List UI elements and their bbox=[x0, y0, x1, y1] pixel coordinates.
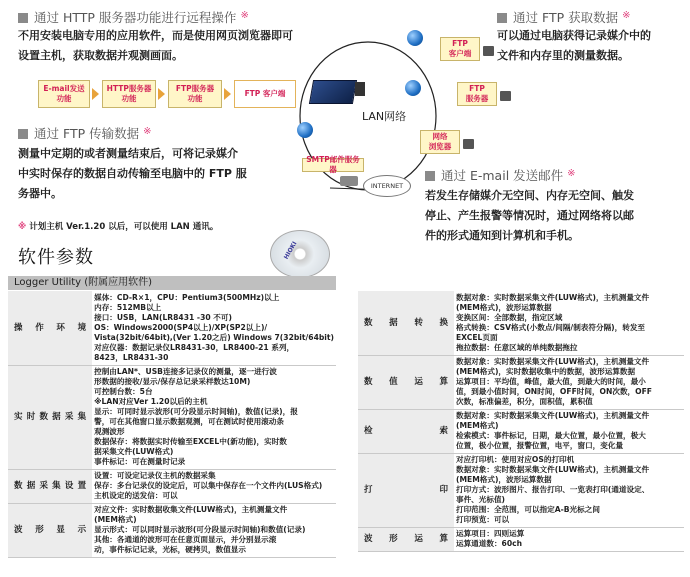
value-line: (MEM格式)，波形运算数据 bbox=[456, 475, 552, 484]
connector-icon bbox=[355, 82, 365, 96]
value-line: OS：Windows2000(SP4以上)/XP(SP2以上)/ bbox=[94, 322, 268, 332]
footnote-mark: ※ bbox=[240, 10, 249, 21]
row-key: 波形显示 bbox=[8, 503, 92, 557]
value-line: 数据对象：实时数据采集文件(LUW格式)，主机测量文件 bbox=[456, 357, 650, 366]
value-line: 8423，LR8431-30 bbox=[94, 352, 169, 362]
server-icon bbox=[500, 91, 511, 101]
value-line: 打印方式：波形图片、报告打印、一览表打印(通道设定、 bbox=[456, 485, 650, 494]
footnote-mark: ※ bbox=[18, 222, 27, 232]
box-label: FTP 客户端 bbox=[448, 39, 472, 58]
value-line: 位置，极小位置，报警位置，电平，窗口，变化量 bbox=[456, 441, 624, 450]
table-row bbox=[358, 291, 684, 355]
text-line: 设置主机，获取数据并观测画面。 bbox=[18, 49, 183, 62]
value-line: 动，事件标记记录，光标，硬拷贝，数值显示 bbox=[94, 545, 246, 554]
row-key: 波形运算 bbox=[358, 527, 454, 551]
text-line: 务器中。 bbox=[18, 187, 62, 200]
value-line: 对应打印机：使用对应OS的打印机 bbox=[456, 455, 575, 464]
value-line: 其他：各通道的波形可在任意页面显示，并分别显示滚 bbox=[94, 535, 277, 544]
software-title: 软件参数 bbox=[18, 247, 94, 268]
row-key: 数据采集设置 bbox=[8, 469, 92, 503]
row-key: 实时数据采集 bbox=[8, 365, 92, 469]
value-line: 设置：可设定记录仪主机的数据采集 bbox=[94, 471, 216, 480]
section-title-text: 通过 FTP 传输数据 bbox=[34, 126, 140, 141]
table-row bbox=[358, 453, 684, 527]
section-title-text: 通过 HTTP 服务器功能进行远程操作 bbox=[34, 10, 237, 25]
row-value bbox=[454, 527, 684, 551]
box-label: FTP 服务器 bbox=[465, 84, 489, 103]
footnote-mark: ※ bbox=[567, 168, 576, 179]
table-row bbox=[358, 527, 684, 551]
flow-http-server-function bbox=[102, 80, 156, 108]
table-row bbox=[358, 355, 684, 409]
value-line: 控制由LAN*、USB连接多记录仪的测量，逐一进行波 bbox=[94, 367, 277, 376]
value-line: 事件、光标值) bbox=[456, 495, 506, 504]
text-line: 文件和内存里的测量数据。 bbox=[497, 49, 629, 62]
ftp-client-box bbox=[440, 37, 480, 61]
globe-icon bbox=[407, 30, 423, 46]
email-description bbox=[425, 186, 687, 246]
globe-icon bbox=[405, 80, 421, 96]
browser-box bbox=[420, 130, 460, 154]
value-line: 警，可在其他窗口显示数据观测，可在测试时使用滚动条 bbox=[94, 417, 284, 426]
section-title-text: 通过 FTP 获取数据 bbox=[513, 10, 619, 25]
row-value bbox=[92, 469, 336, 503]
value-line: 运算通道数：60ch bbox=[456, 539, 523, 548]
note-text: 计划主机 Ver.1.20 以后，可以使用 LAN 通讯。 bbox=[26, 222, 219, 232]
table-row bbox=[8, 503, 336, 557]
arrow-right-icon bbox=[158, 88, 165, 100]
value-line: 对应仪器：数据记录仪LR8431-30，LR8400-21 系列， bbox=[94, 342, 295, 352]
computer-icon bbox=[483, 46, 494, 56]
value-line: 内存：512MB以上 bbox=[94, 302, 162, 312]
value-line: 运算项目：四则运算 bbox=[456, 529, 525, 538]
section-title-http bbox=[18, 8, 249, 26]
cd-logo-text: HIOKI bbox=[282, 240, 299, 261]
flow-label: FTP 客户端 bbox=[244, 89, 286, 98]
box-label: 网络 浏览器 bbox=[428, 132, 452, 151]
spec-table-right bbox=[358, 291, 684, 552]
text-line: 中实时保存的数据自动传输至电脑中的 FTP 服 bbox=[18, 167, 247, 180]
value-line: 打印预览：可以 bbox=[456, 515, 510, 524]
value-line: 主机设定的送发信：可以 bbox=[94, 491, 178, 500]
row-value bbox=[92, 365, 336, 469]
flow-label: E-mail发送 功能 bbox=[43, 84, 85, 103]
row-value bbox=[92, 503, 336, 557]
value-line: ※LAN对应Ver 1.20以后的主机 bbox=[94, 397, 208, 406]
flow-label: FTP服务器 功能 bbox=[175, 84, 215, 103]
laptop-icon bbox=[340, 176, 358, 186]
bullet-square-icon bbox=[18, 13, 28, 23]
text-line: 不用安装电脑专用的应用软件，而是使用网页浏览器即可 bbox=[18, 29, 293, 42]
value-line: 格式转换：CSV格式(小数点/间隔/制表符分隔)，转发至 bbox=[456, 322, 646, 332]
value-line: 媒体：CD-R×1，CPU：Pentium3(500MHz)以上 bbox=[94, 292, 280, 302]
row-key: 打印 bbox=[358, 453, 454, 527]
bullet-square-icon bbox=[497, 13, 507, 23]
value-line: 数据保存：将数据实时传输至EXCEL中(新功能)，实时数 bbox=[94, 437, 287, 446]
footnote-mark: ※ bbox=[143, 126, 152, 137]
value-line: 观测波形 bbox=[94, 427, 125, 436]
row-key: 数值运算 bbox=[358, 355, 454, 409]
value-line: 数据对象：实时数据采集文件(LUW格式)，主机测量文件 bbox=[456, 465, 650, 474]
row-value bbox=[454, 453, 684, 527]
text-line: 件的形式通知到计算机和手机。 bbox=[425, 229, 579, 242]
flow-email-function bbox=[38, 80, 90, 108]
value-line: (MEM格式) bbox=[94, 515, 137, 524]
value-line: 接口：USB，LAN(LR8431 -30 不可) bbox=[94, 312, 232, 322]
value-line: 打印范围：全范围，可以指定A-B光标之间 bbox=[456, 505, 600, 514]
value-line: 事件标记：可在测量时记录 bbox=[94, 457, 186, 466]
value-line: 检索模式：事件标记，日期，最大位置，最小位置，极大 bbox=[456, 431, 646, 440]
smtp-server-box bbox=[302, 155, 364, 174]
product-name: Logger Utility (附属应用软件) bbox=[14, 277, 153, 288]
logger-utility-header bbox=[8, 276, 336, 290]
row-key: 数据转换 bbox=[358, 291, 454, 355]
cd-rom-icon bbox=[270, 230, 330, 278]
value-line: 变换区间：全部数据，指定区域 bbox=[456, 312, 563, 322]
arrow-right-icon bbox=[92, 88, 99, 100]
bullet-square-icon bbox=[18, 129, 28, 139]
arrow-right-icon bbox=[224, 88, 231, 100]
text-line: 停止、产生报警等情况时，通过网络将以邮 bbox=[425, 209, 634, 222]
row-value bbox=[454, 291, 684, 355]
value-line: (MEM格式)，波形运算数据 bbox=[456, 302, 552, 312]
value-line: 显示形式：可以同时显示波形(可分段显示时间轴)和数值(记录) bbox=[94, 525, 306, 534]
value-line: 保存：多台记录仪的设定后，可以集中保存在一个文件内(LUS格式) bbox=[94, 481, 323, 490]
section-title-ftp-send bbox=[18, 124, 151, 142]
flow-label: HTTP服务器 功能 bbox=[106, 84, 152, 103]
flow-ftp-client bbox=[234, 80, 296, 108]
ftp-server-box bbox=[457, 82, 497, 106]
internet-cloud bbox=[363, 175, 411, 197]
row-value bbox=[92, 291, 336, 365]
row-key: 操作环境 bbox=[8, 291, 92, 365]
text-line: 若发生存储媒介无空间、内存无空间、触发 bbox=[425, 189, 634, 202]
value-line: EXCEL页面 bbox=[456, 332, 498, 342]
version-note bbox=[18, 220, 218, 232]
value-line: 运算项目：平均值，峰值，最大值，到最大的时间，最小 bbox=[456, 377, 646, 386]
computer-icon bbox=[463, 139, 474, 149]
value-line: Vista(32bit/64bit),(Ver 1.20之后) Windows 7(32bit/64bit) bbox=[94, 332, 334, 342]
value-line: 显示：可同时显示波形(可分段显示时间轴)，数值(记录)，报 bbox=[94, 407, 298, 416]
footnote-mark: ※ bbox=[622, 10, 631, 21]
table-row bbox=[8, 291, 336, 365]
table-row bbox=[358, 409, 684, 453]
value-line: 形数据的接收/显示/保存总记录采样数达10M) bbox=[94, 377, 251, 386]
value-line: (MEM格式)，实时数据收集中的数据，波形运算数据 bbox=[456, 367, 636, 376]
row-value bbox=[454, 355, 684, 409]
value-line: 数据对象：实时数据采集文件(LUW格式)，主机测量文件 bbox=[456, 411, 650, 420]
ftp-get-description bbox=[497, 26, 687, 66]
flow-ftp-server-function bbox=[168, 80, 222, 108]
section-title-email bbox=[425, 166, 576, 184]
globe-icon bbox=[297, 122, 313, 138]
section-title-text: 通过 E-mail 发送邮件 bbox=[441, 168, 564, 183]
row-value bbox=[454, 409, 684, 453]
bullet-square-icon bbox=[425, 171, 435, 181]
value-line: 数据对象：实时数据采集文件(LUW格式)，主机测量文件 bbox=[456, 292, 650, 302]
internet-label: INTERNET bbox=[370, 182, 404, 190]
box-label: SMTP邮件服务器 bbox=[306, 155, 360, 174]
table-row bbox=[8, 469, 336, 503]
row-key: 检索 bbox=[358, 409, 454, 453]
value-line: 次数，标准偏差，积分，面积值，累积值 bbox=[456, 397, 593, 406]
section-title-ftp-get bbox=[497, 8, 630, 26]
value-line: 对应文件：实时数据收集文件(LUW格式)，主机测量文件 bbox=[94, 505, 288, 514]
spec-table-left bbox=[8, 291, 336, 558]
table-row bbox=[8, 365, 336, 469]
logger-device-icon bbox=[309, 80, 357, 104]
ftp-send-description bbox=[18, 144, 298, 204]
value-line: 据采集文件(LUW格式) bbox=[94, 447, 174, 456]
lan-label: LAN网络 bbox=[362, 110, 407, 123]
value-line: (MEM格式) bbox=[456, 421, 499, 430]
text-line: 测量中定期的或者测量结束后，可将记录媒介 bbox=[18, 147, 238, 160]
value-line: 拖拉数据：任意区域的单纯数据拖拉 bbox=[456, 342, 578, 352]
value-line: 可控制台数：5台 bbox=[94, 387, 153, 396]
text-line: 可以通过电脑获得记录媒介中的 bbox=[497, 29, 651, 42]
value-line: 值，到最小值时间，ON时间，OFF时间，ON次数，OFF bbox=[456, 387, 652, 396]
